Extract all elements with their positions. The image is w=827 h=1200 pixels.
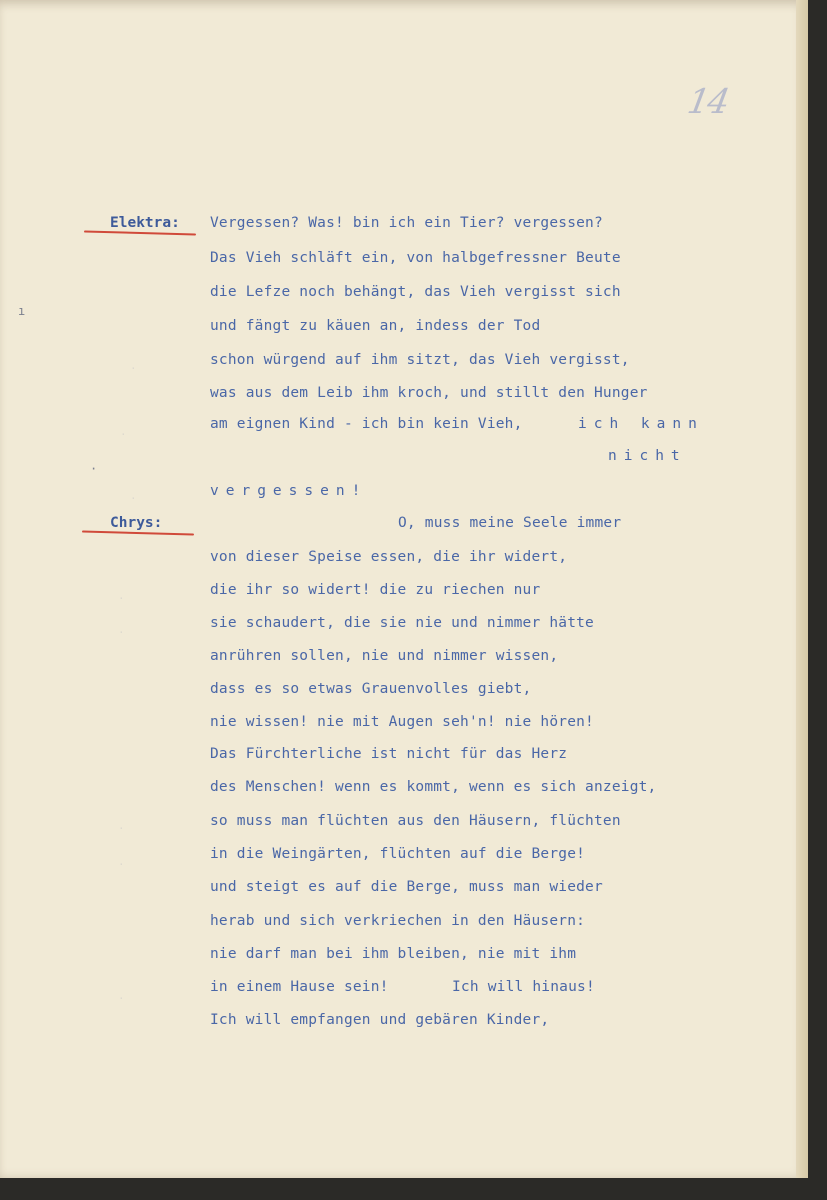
text-line-spaced: ich kann [578,416,704,432]
text-line-spaced: nicht [608,448,687,464]
speaker-underline-elektra [84,231,196,236]
text-line: Das Fürchterliche ist nicht für das Herz [210,746,568,762]
page-edge [796,0,808,1178]
text-line: die Lefze noch behängt, das Vieh vergisst sich [210,284,621,300]
text-line: so muss man flüchten aus den Häusern, flüchten [210,813,621,829]
text-line: Vergessen? Was! bin ich ein Tier? vergessen? [210,215,603,231]
text-line: in die Weingärten, flüchten auf die Berge! [210,846,586,862]
text-line: am eignen Kind - ich bin kein Vieh, [210,416,523,432]
text-line: und fängt zu käuen an, indess der Tod [210,318,541,334]
text-line: Das Vieh schläft ein, von halbgefressner Beute [210,250,621,266]
text-line: dass es so etwas Grauenvolles giebt, [210,681,532,697]
text-line: nie darf man bei ihm bleiben, nie mit ihm [210,946,577,962]
text-line: des Menschen! wenn es kommt, wenn es sich anzeigt, [210,779,657,795]
text-line: schon würgend auf ihm sitzt, das Vieh vergisst, [210,352,630,368]
text-line-spaced: vergessen! [210,483,368,499]
text-line: sie schaudert, die sie nie und nimmer hätte [210,615,594,631]
text-line: in einem Hause sein! [210,979,389,995]
text-line: Ich will empfangen und gebären Kinder, [210,1012,550,1028]
speaker-chrys: Chrys: [110,515,163,531]
text-line: von dieser Speise essen, die ihr widert, [210,549,568,565]
text-line: was aus dem Leib ihm kroch, und stillt den Hunger [210,385,648,401]
show-through-text: · · · · · · · · [118,362,137,1005]
text-line: Ich will hinaus! [452,979,595,995]
text-line: herab und sich verkriechen in den Häusern: [210,913,586,929]
text-line: und steigt es auf die Berge, muss man wieder [210,879,603,895]
text-line: nie wissen! nie mit Augen seh'n! nie hören! [210,714,594,730]
page-number: 14 [684,82,731,122]
text-line: O, muss meine Seele immer [398,515,622,531]
text-line: die ihr so widert! die zu riechen nur [210,582,541,598]
margin-mark: ı [18,304,26,318]
margin-dot: · [90,462,98,476]
text-line: anrühren sollen, nie und nimmer wissen, [210,648,559,664]
speaker-elektra: Elektra: [110,215,180,231]
speaker-underline-chrys [82,531,194,536]
